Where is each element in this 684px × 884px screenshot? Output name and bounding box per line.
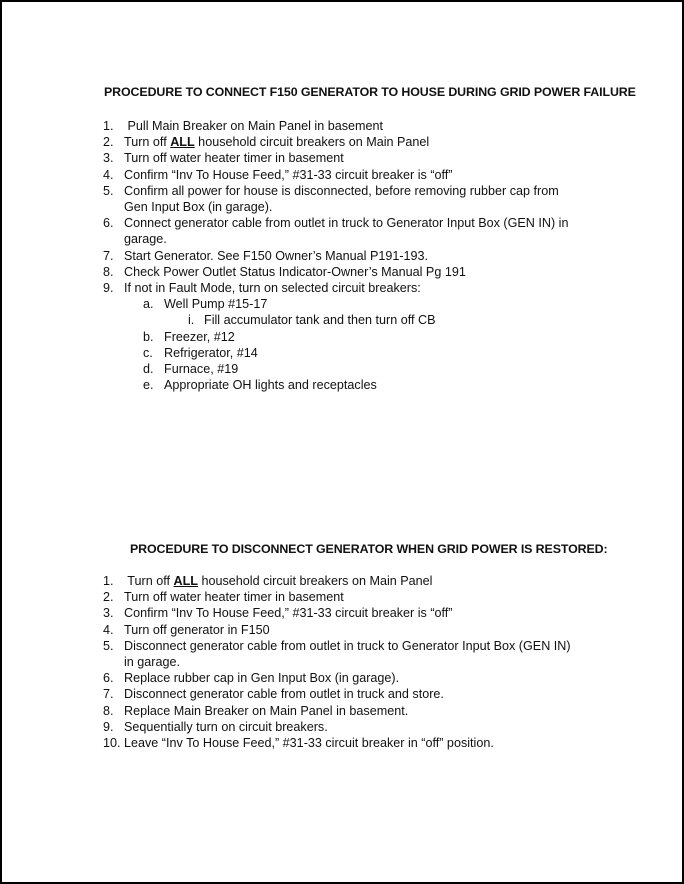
emphasis-all: ALL [173,574,198,588]
list-item: 9. Sequentially turn on circuit breakers. [103,719,328,734]
list-item: 8. Replace Main Breaker on Main Panel in basement. [103,703,409,718]
list-item: 2. Turn off water heater timer in basement [103,590,344,605]
list-item: 6. Connect generator cable from outlet in truck to Generator Input Box (GEN IN) in garage. [103,216,569,247]
disconnect-procedure-title: PROCEDURE TO DISCONNECT GENERATOR WHEN GRID POWER IS RESTORED: [130,542,608,556]
list-item: 3. Turn off water heater timer in basement [103,151,344,166]
list-item: 1. Pull Main Breaker on Main Panel in basement [103,119,384,133]
sub-list-item: b. Freezer, #12 [143,329,235,344]
list-item: 6. Replace rubber cap in Gen Input Box (in garage). [103,671,400,686]
list-item: 8. Check Power Outlet Status Indicator-Owner’s Manual Pg 191 [103,264,466,279]
connect-steps-list [2,118,684,393]
list-item: 4. Turn off generator in F150 [103,622,270,637]
sub-list-item: e. Appropriate OH lights and receptacles [143,378,377,393]
list-item: 5. Disconnect generator cable from outlet in truck to Generator Input Box (GEN IN) in garage. [103,638,571,670]
sub-list-item: d. Furnace, #19 [143,362,239,377]
list-item: 4. Confirm “Inv To House Feed,” #31-33 circuit breaker is “off” [103,167,453,182]
list-item: 5. Confirm all power for house is disconnected, before removing rubber cap from Gen Input Box (in garage). [103,183,559,215]
emphasis-all: ALL [170,135,195,150]
connect-procedure-title: PROCEDURE TO CONNECT F150 GENERATOR TO HOUSE DURING GRID POWER FAILURE [104,85,636,99]
list-item: 2. Turn off ALL household circuit breakers on Main Panel [103,135,430,150]
sub-list-item: c. Refrigerator, #14 [143,345,258,360]
list-item: 7. Disconnect generator cable from outlet in truck and store. [103,687,444,702]
list-item: 10. Leave “Inv To House Feed,” #31-33 circuit breaker in “off” position. [103,736,494,751]
list-item: 3. Confirm “Inv To House Feed,” #31-33 circuit breaker is “off” [103,606,453,621]
list-item: 7. Start Generator. See F150 Owner’s Manual P191-193. [103,248,429,263]
list-item: 1. Turn off ALL household circuit breakers on Main Panel [103,574,433,588]
list-item: 9. If not in Fault Mode, turn on selected circuit breakers: [103,281,421,296]
sub-list-item: a. Well Pump #15-17 [143,297,268,312]
disconnect-steps-list [2,573,604,751]
sub-sub-list-item: i. Fill accumulator tank and then turn off CB [188,313,436,328]
